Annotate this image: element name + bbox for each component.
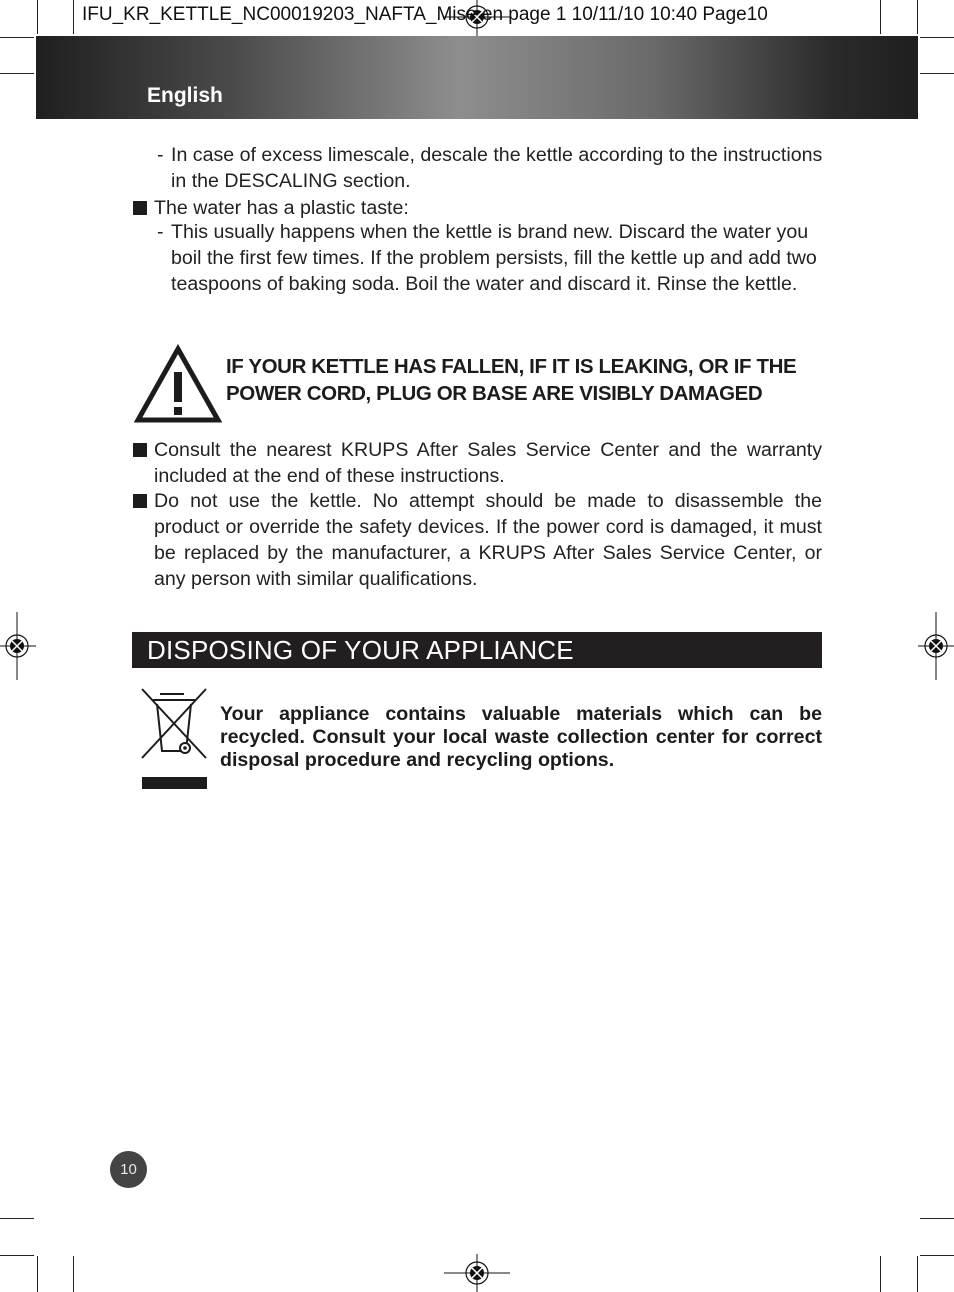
limescale-tip-text: In case of excess limescale, descale the kettle according to the instructions in the DESCALING section. — [171, 144, 823, 192]
print-slug: IFU_KR_KETTLE_NC00019203_NAFTA_Mise en page 1 10/11/10 10:40 Page10 — [82, 4, 768, 25]
crop-mark — [37, 0, 38, 34]
crop-mark — [920, 1255, 954, 1256]
page-number: 10 — [110, 1151, 147, 1188]
crop-mark — [0, 73, 34, 74]
plastic-taste-heading — [132, 195, 822, 221]
warning-item-text: Consult the nearest KRUPS After Sales Service Center and the warranty included at the end of these instructions. — [154, 439, 822, 487]
crop-mark — [920, 73, 954, 74]
warning-item-2 — [132, 488, 822, 592]
plastic-taste-heading-text: The water has a plastic taste: — [154, 197, 409, 219]
dash-bullet: - — [157, 221, 164, 243]
plastic-taste-tip-text: This usually happens when the kettle is brand new. Discard the water you boil the first few times. If the problem persists, fill the kettle up and add two teaspoons of baking soda. Boil the water and discard it. Rinse the kettle. — [171, 221, 817, 295]
warning-item-text: Do not use the kettle. No attempt should be made to disassemble the product or override the safety devices. If the power cord is damaged, it must be replaced by the manufacturer, a KRUPS After Sales Service Center, or any person with similar qualifications. — [154, 490, 822, 590]
crop-mark — [0, 1218, 34, 1219]
crop-mark — [917, 0, 918, 34]
registration-mark-icon — [444, 1254, 510, 1292]
crop-mark — [880, 1256, 881, 1292]
dash-bullet: - — [157, 144, 164, 166]
warning-item-1 — [132, 437, 822, 489]
crossed-bin-weee-icon — [138, 688, 210, 792]
plastic-taste-tip — [157, 219, 823, 297]
crop-mark — [73, 1256, 74, 1292]
crop-mark — [917, 1256, 918, 1292]
square-bullet — [133, 494, 147, 508]
square-bullet — [133, 201, 147, 215]
crop-mark — [0, 1255, 34, 1256]
warning-triangle-icon — [134, 344, 222, 424]
language-label: English — [147, 84, 223, 107]
registration-mark-icon — [0, 612, 36, 680]
recycling-text: Your appliance contains valuable materials which can be recycled. Consult your local waste collection center for correct disposal procedure and recycling options. — [220, 703, 822, 771]
registration-mark-icon — [918, 612, 954, 680]
crop-mark — [0, 37, 34, 38]
warning-title: IF YOUR KETTLE HAS FALLEN, IF IT IS LEAKING, OR IF THE POWER CORD, PLUG OR BASE ARE VISIBLY DAMAGED — [226, 355, 797, 405]
section-title: DISPOSING OF YOUR APPLIANCE — [147, 635, 574, 665]
crop-mark — [920, 37, 954, 38]
limescale-tip — [157, 142, 823, 194]
crop-mark — [73, 0, 74, 34]
crop-mark — [920, 1218, 954, 1219]
crop-mark — [37, 1256, 38, 1292]
crop-mark — [880, 0, 881, 34]
square-bullet — [133, 443, 147, 457]
